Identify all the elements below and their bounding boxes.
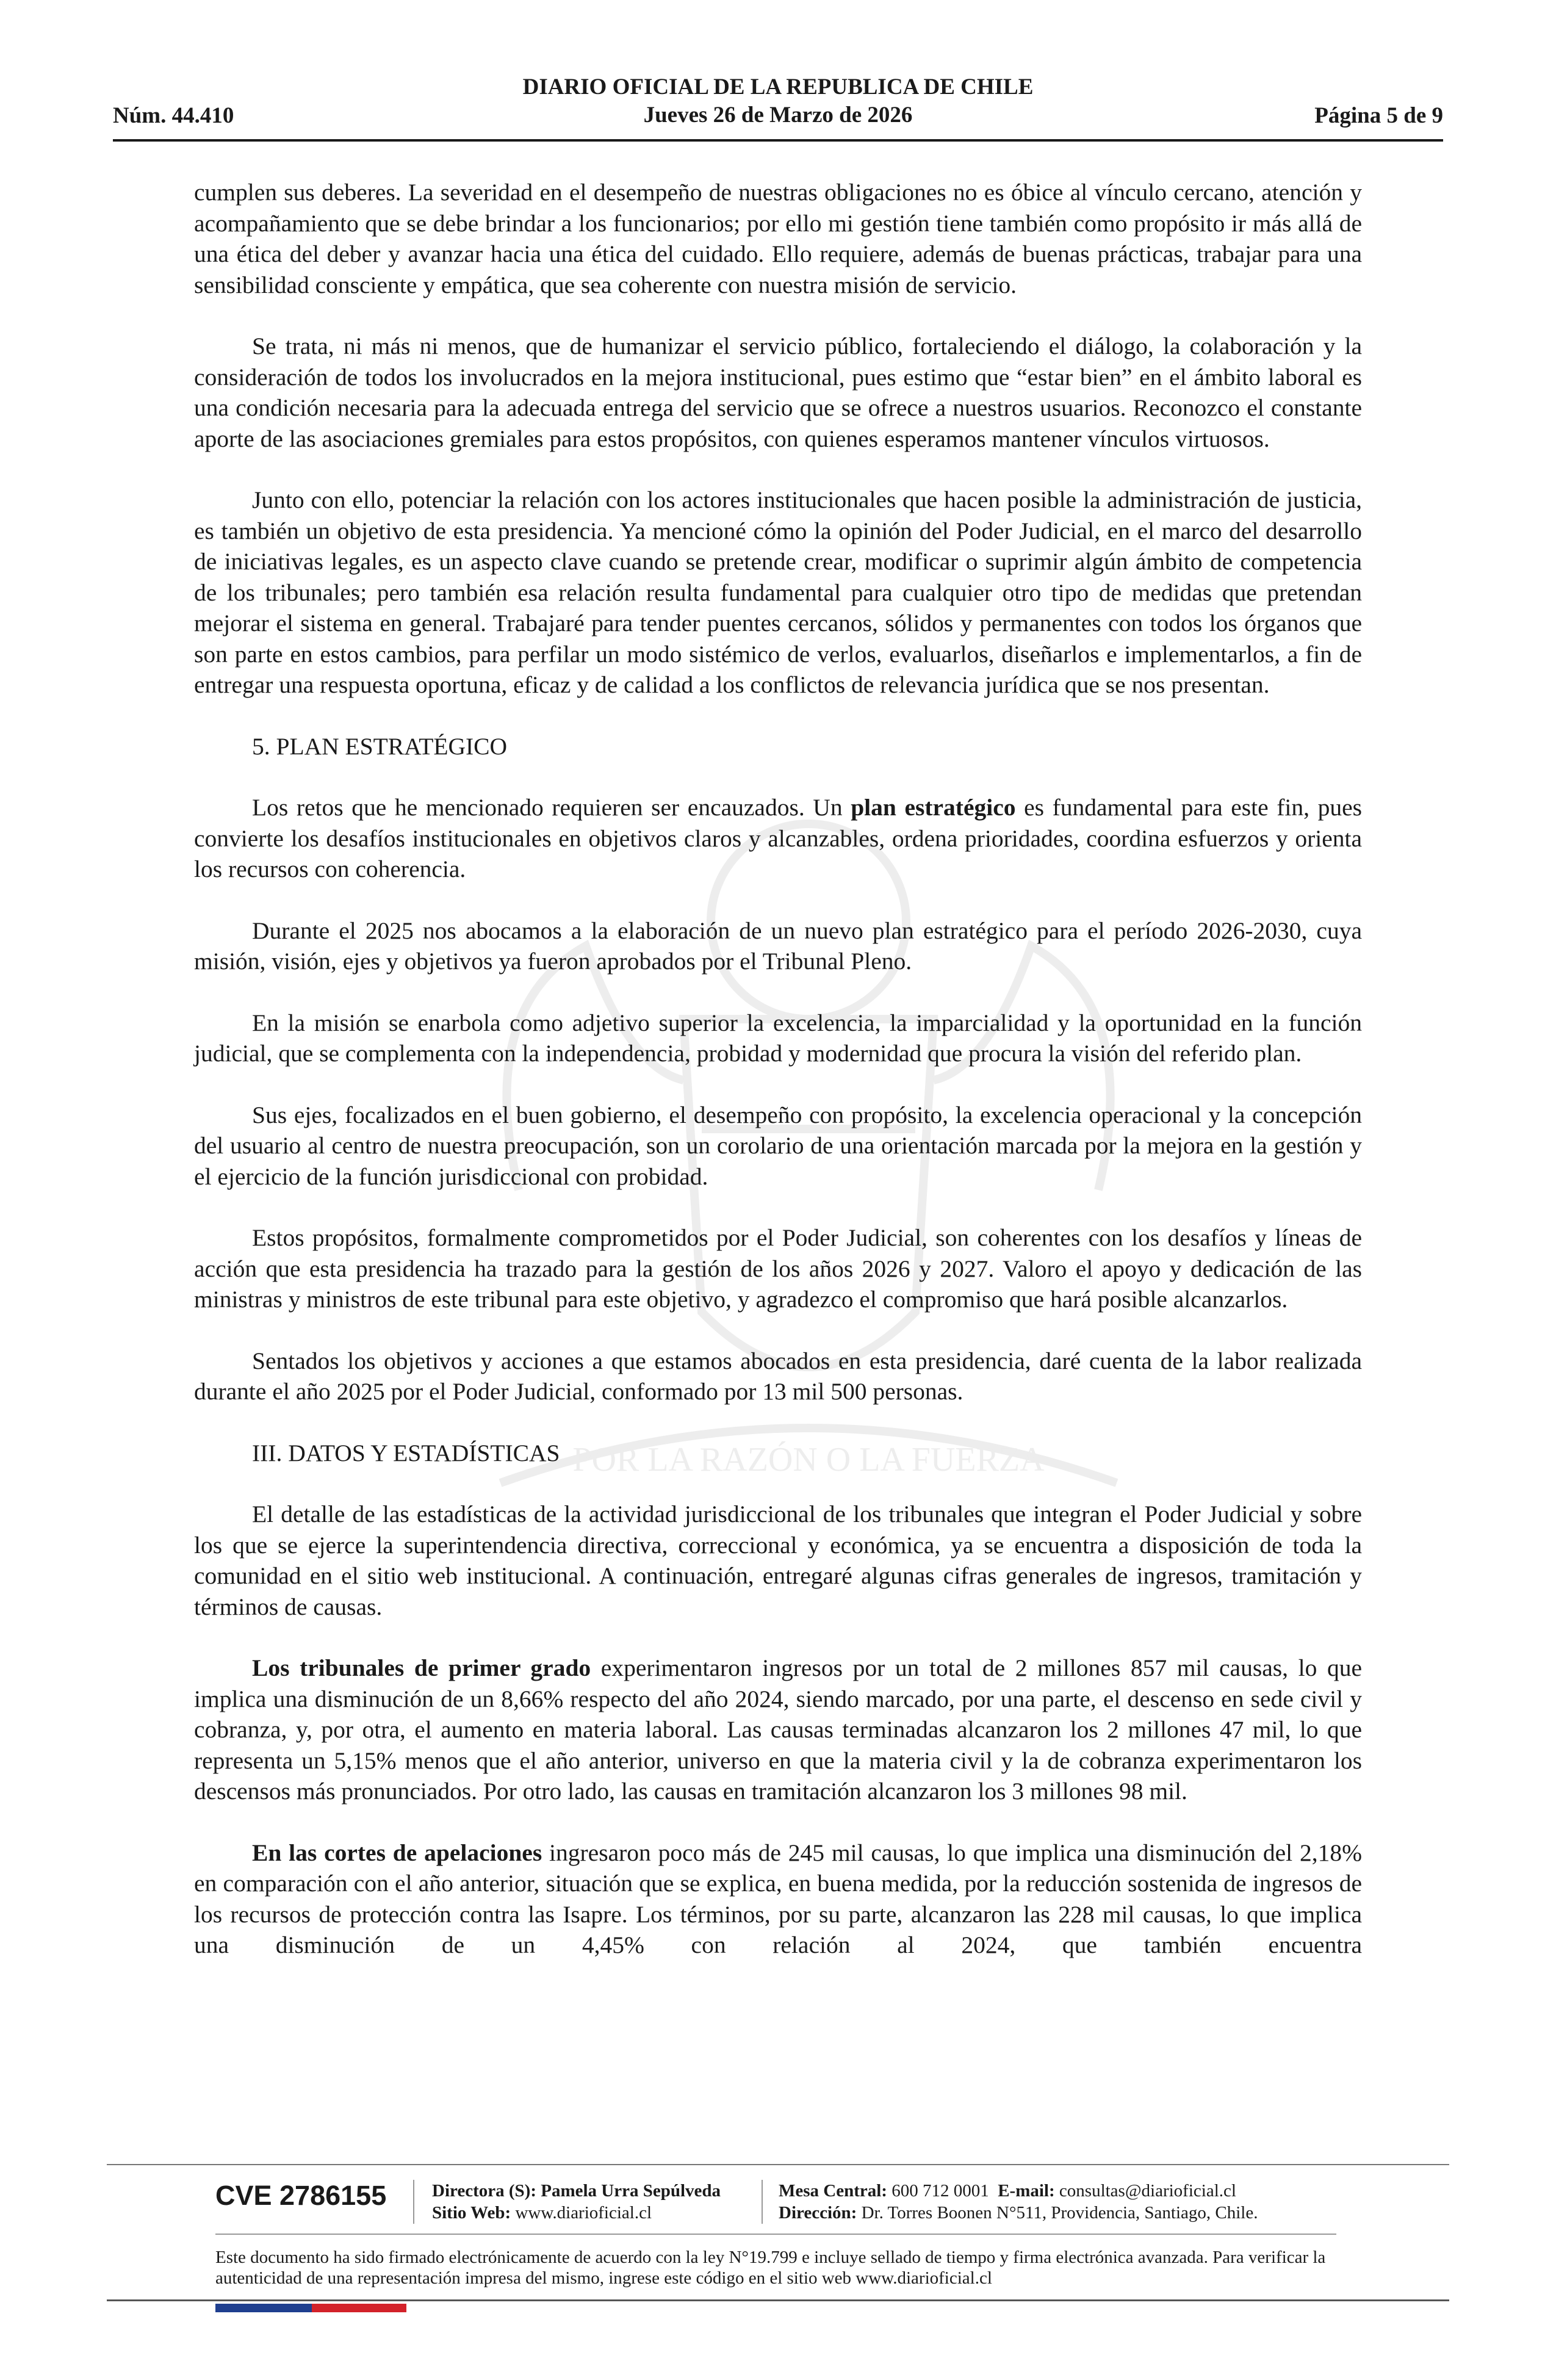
cve-code: CVE 2786155 [215, 2180, 387, 2211]
footer-divider [107, 2164, 1449, 2165]
page-header [113, 73, 1443, 140]
footer-director-block: Directora (S): Pamela Urra Sepúlveda Sitio Web: www.diarioficial.cl [432, 2181, 721, 2223]
bold-term: plan estratégico [851, 794, 1016, 821]
footer-divider [215, 2234, 1336, 2235]
legal-notice: Este documento ha sido firmado electrónicamente de acuerdo con la ley N°19.799 e incluye sellado de tiempo y firma electrónica avanzada. Para verificar la autenticidad de una representación impresa del mismo, ingrese este código en el sitio web www.diarioficial.cl [215, 2248, 1326, 2288]
paragraph: cumplen sus deberes. La severidad en el desempeño de nuestras obligaciones no es óbice al vínculo cercano, atención y acompañamiento que se debe brindar a los funcionarios; por ello mi gestión tiene también como propósito ir más allá de una ética del deber y avanzar hacia una ética del cuidado. Ello requiere, además de buenas prácticas, trabajar para una sensibilidad consciente y empática, que sea coherente con nuestra misión de servicio. [194, 179, 1362, 298]
address: Dr. Torres Boonen N°511, Providencia, Santiago, Chile. [861, 2203, 1258, 2223]
phone-number: 600 712 0001 [891, 2181, 989, 2201]
section-heading: III. DATOS Y ESTADÍSTICAS [252, 1439, 560, 1466]
paragraph: Los tribunales de primer grado experimentaron ingresos por un total de 2 millones 857 mil causas, lo que implica una disminución de un 8,66% respecto del año 2024, siendo marcado, por una parte, el descenso en sede civil y cobranza, y, por otra, el aumento en materia laboral. Las causas terminadas alcanzaron los 2 millones 47 mil, lo que representa un 5,15% menos que el año anterior, universo en que la materia civil y la de cobranza experimentaron los descensos más pronunciados. Por otro lado, las causas en tramitación alcanzaron los 3 millones 98 mil. [194, 1654, 1362, 1805]
paragraph: Los retos que he mencionado requieren ser encauzados. Un plan estratégico es fundamental para este fin, pues convierte los desafíos institucionales en objetivos claros y alcanzables, ordena prioridades, coordina esfuerzos y orienta los recursos con coherencia. [194, 794, 1362, 882]
paragraph: Sus ejes, focalizados en el buen gobierno, el desempeño con propósito, la excelencia operacional y la concepción del usuario al centro de nuestra preocupación, son un corolario de una orientación marcada por la mejora en la gestión y el ejercicio de la función jurisdiccional con probidad. [194, 1101, 1362, 1190]
email-link[interactable]: consultas@diarioficial.cl [1059, 2181, 1236, 2201]
paragraph: En la misión se enarbola como adjetivo superior la excelencia, la imparcialidad y la oportunidad en la función judicial, que se complementa con la independencia, probidad y modernidad que procura la visión del referido plan. [194, 1009, 1362, 1067]
footer-separator [413, 2180, 414, 2224]
website-link[interactable]: www.diarioficial.cl [515, 2203, 652, 2223]
paragraph: Se trata, ni más ni menos, que de humanizar el servicio público, fortaleciendo el diálogo, la colaboración y la consideración de todos los involucrados en la mejora institucional, pues estimo que “estar bien” en el ámbito laboral es una condición necesaria para la adecuada entrega del servicio que se ofrece a nuestros usuarios. Reconozco el constante aporte de las asociaciones gremiales para estos propósitos, con quienes esperamos mantener vínculos virtuosos. [194, 333, 1362, 452]
paragraph: Durante el 2025 nos abocamos a la elaboración de un nuevo plan estratégico para el período 2026-2030, cuya misión, visión, ejes y objetivos ya fueron aprobados por el Tribunal Pleno. [194, 917, 1362, 975]
issue-date: Jueves 26 de Marzo de 2026 [643, 103, 913, 128]
bottom-divider [107, 2299, 1449, 2301]
header-divider [113, 139, 1443, 142]
issue-number: Núm. 44.410 [113, 103, 234, 128]
flag-stripe-blue [215, 2304, 312, 2312]
paragraph: El detalle de las estadísticas de la actividad jurisdiccional de los tribunales que integran el Poder Judicial y sobre los que se ejerce la superintendencia directiva, correccional y económica, ya se encuentra a disposición de toda la comunidad en el sitio web institucional. A continuación, entregaré algunas cifras generales de ingresos, tramitación y términos de causas. [194, 1501, 1362, 1620]
footer-separator [762, 2180, 763, 2224]
header-center [113, 73, 1443, 129]
newspaper-title: DIARIO OFICIAL DE LA REPUBLICA DE CHILE [522, 74, 1034, 99]
section-heading: 5. PLAN ESTRATÉGICO [252, 732, 508, 760]
footer-contact-block: Mesa Central: 600 712 0001 E-mail: consultas@diarioficial.cl Dirección: Dr. Torres Boonen N°511, Providencia, Santiago, Chile. [779, 2181, 1258, 2223]
bold-term: En las cortes de apelaciones [252, 1839, 542, 1866]
director-name: Pamela Urra Sepúlveda [541, 2181, 721, 2201]
flag-stripe-red [312, 2304, 406, 2312]
document-body [194, 177, 1362, 1961]
paragraph: Junto con ello, potenciar la relación con los actores institucionales que hacen posible la administración de justicia, es también un objetivo de esta presidencia. Ya mencioné cómo la opinión del Poder Judicial, en el marco del desarrollo de iniciativas legales, es un aspecto clave cuando se pretende crear, modificar o suprimir algún ámbito de competencia de los tribunales; pero también esa relación resulta fundamental para cualquier otro tipo de medidas que pretendan mejorar el sistema en general. Trabajaré para tender puentes cercanos, sólidos y permanentes con todos los órganos que son parte en estos cambios, para perfilar un modo sistémico de verlos, evaluarlos, diseñarlos e implementarlos, a fin de entregar una respuesta oportuna, eficaz y de calidad a los conflictos de relevancia jurídica que se nos presentan. [194, 486, 1362, 698]
paragraph: Estos propósitos, formalmente comprometidos por el Poder Judicial, son coherentes con los desafíos y líneas de acción que esta presidencia ha trazado para la gestión de los años 2026 y 2027. Valoro el apoyo y dedicación de las ministras y ministros de este tribunal para este objetivo, y agradezco el compromiso que hará posible alcanzarlos. [194, 1224, 1362, 1313]
paragraph: En las cortes de apelaciones ingresaron poco más de 245 mil causas, lo que implica una disminución del 2,18% en comparación con el año anterior, situación que se explica, en buena medida, por la reducción sostenida de ingresos de los recursos de protección contra las Isapre. Los términos, por su parte, alcanzaron las 228 mil causas, lo que implica una disminución de un 4,45% con relación al 2024, que también encuentra [194, 1839, 1362, 1958]
bold-term: Los tribunales de primer grado [252, 1654, 591, 1681]
page-number: Página 5 de 9 [1314, 103, 1443, 128]
svg-text:POR LA RAZÓN O LA FUERZA: POR LA RAZÓN O LA FUERZA [572, 1441, 1045, 1479]
paragraph: Sentados los objetivos y acciones a que estamos abocados en esta presidencia, daré cuenta de la labor realizada durante el año 2025 por el Poder Judicial, conformado por 13 mil 500 personas. [194, 1347, 1362, 1405]
